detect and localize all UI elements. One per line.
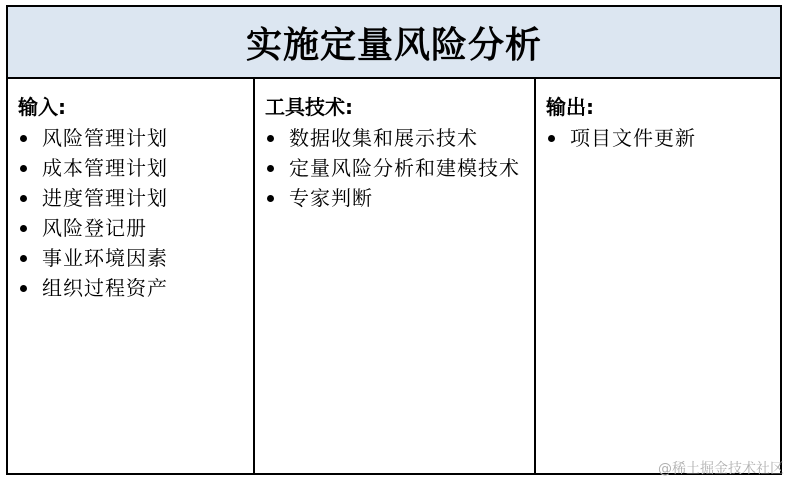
tools-column — [255, 79, 536, 473]
outputs-column — [536, 79, 780, 473]
diagram-frame — [6, 5, 782, 475]
bullet-icon — [267, 165, 274, 172]
tools-list — [265, 123, 526, 213]
bullet-icon — [20, 135, 27, 142]
bullet-icon — [20, 195, 27, 202]
list-item: 成本管理计划 — [18, 153, 245, 183]
inputs-heading: 输入: — [18, 95, 66, 119]
bullet-icon — [548, 135, 555, 142]
title-bar — [8, 7, 780, 79]
diagram-title: 实施定量风险分析 — [245, 23, 542, 66]
watermark: @稀土掘金技术社区 — [658, 461, 784, 477]
inputs-list — [18, 123, 245, 303]
list-item: 风险登记册 — [18, 213, 245, 243]
list-item: 项目文件更新 — [546, 123, 772, 153]
bullet-icon — [20, 225, 27, 232]
list-item: 数据收集和展示技术 — [265, 123, 526, 153]
bullet-icon — [267, 135, 274, 142]
list-item: 专家判断 — [265, 183, 526, 213]
bullet-icon — [20, 285, 27, 292]
bullet-icon — [20, 255, 27, 262]
list-item: 组织过程资产 — [18, 273, 245, 303]
outputs-list — [546, 123, 772, 153]
inputs-column — [8, 79, 255, 473]
list-item: 事业环境因素 — [18, 243, 245, 273]
list-item: 定量风险分析和建模技术 — [265, 153, 529, 183]
list-item: 进度管理计划 — [18, 183, 245, 213]
tools-heading: 工具技术: — [265, 95, 353, 119]
bullet-icon — [20, 165, 27, 172]
bullet-icon — [267, 195, 274, 202]
outputs-heading: 输出: — [546, 95, 594, 119]
list-item: 风险管理计划 — [18, 123, 245, 153]
